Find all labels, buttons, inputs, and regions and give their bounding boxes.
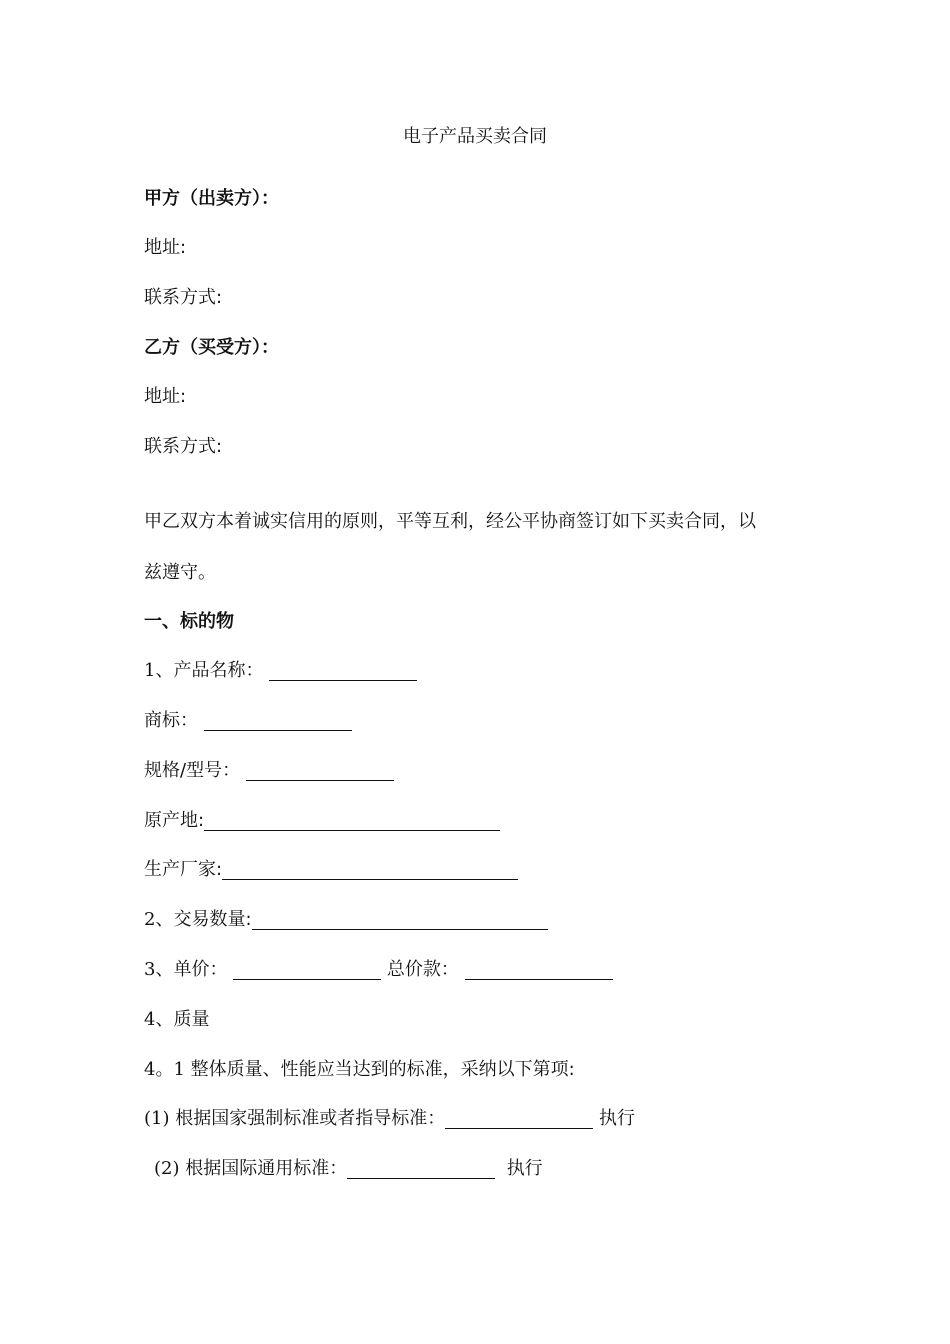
item-number: 2 (144, 909, 156, 930)
option-1-blank[interactable] (445, 1108, 593, 1129)
item-number: 3 (144, 959, 156, 980)
party-b-heading: 乙方（买受方）： (144, 337, 279, 358)
total-price-blank[interactable] (465, 959, 613, 980)
origin-blank[interactable] (204, 810, 500, 831)
option-1-text: 根据国家强制标准或者指导标准： (175, 1108, 446, 1129)
unit-price-blank[interactable] (233, 959, 381, 980)
model-blank[interactable] (246, 760, 394, 781)
preamble-line-1: 甲乙双方本着诚实信用的原则，平等互利，经公平协商签订如下买卖合同，以 (144, 511, 756, 532)
party-b-contact: 联系方式: (144, 436, 223, 457)
brand-blank[interactable] (204, 710, 352, 731)
item-number: 4 (144, 1009, 156, 1030)
quality-standard-row (144, 1057, 575, 1083)
option-2-text: 根据国际通用标准： (185, 1158, 348, 1179)
party-a-heading: 甲方（出卖方）： (144, 188, 279, 209)
origin-row (144, 808, 500, 834)
option-2-row (154, 1156, 543, 1182)
maker-label: 生产厂家: (144, 859, 223, 880)
option-2-blank[interactable] (347, 1158, 495, 1179)
quality-label: 、质量 (155, 1009, 210, 1030)
section-1-heading: 一、标的物 (144, 611, 234, 632)
party-a-contact: 联系方式: (144, 287, 223, 308)
option-number: (1) (144, 1108, 170, 1129)
quality-standard-text: 整体质量、性能应当达到的标准，采纳以下第项: (190, 1059, 575, 1080)
model-row (144, 758, 394, 784)
quantity-label: 、交易数量: (155, 909, 252, 930)
maker-row (144, 857, 518, 883)
quantity-blank[interactable] (252, 909, 548, 930)
sub-item-number: 4。1 (144, 1059, 185, 1080)
product-name-row (144, 658, 417, 684)
maker-blank[interactable] (222, 859, 518, 880)
quality-row (144, 1007, 209, 1033)
party-b-address: 地址: (144, 386, 187, 407)
option-number: (2) (154, 1158, 180, 1179)
model-label: 规格/型号： (144, 760, 241, 781)
price-row (144, 957, 613, 983)
document-title: 电子产品买卖合同 (403, 126, 547, 147)
item-number: 1 (144, 660, 156, 681)
brand-row (144, 708, 352, 734)
origin-label: 原产地: (144, 810, 205, 831)
product-name-blank[interactable] (269, 660, 417, 681)
option-1-suffix: 执行 (598, 1108, 635, 1129)
product-name-label: 、产品名称： (155, 660, 264, 681)
option-1-row (144, 1106, 635, 1132)
total-price-label: 总价款： (386, 959, 459, 980)
preamble-line-2: 兹遵守。 (144, 562, 216, 583)
quantity-row (144, 907, 548, 933)
unit-price-label: 、单价： (155, 959, 228, 980)
party-a-address: 地址: (144, 237, 187, 258)
option-2-suffix: 执行 (506, 1158, 543, 1179)
brand-label: 商标： (144, 710, 198, 731)
